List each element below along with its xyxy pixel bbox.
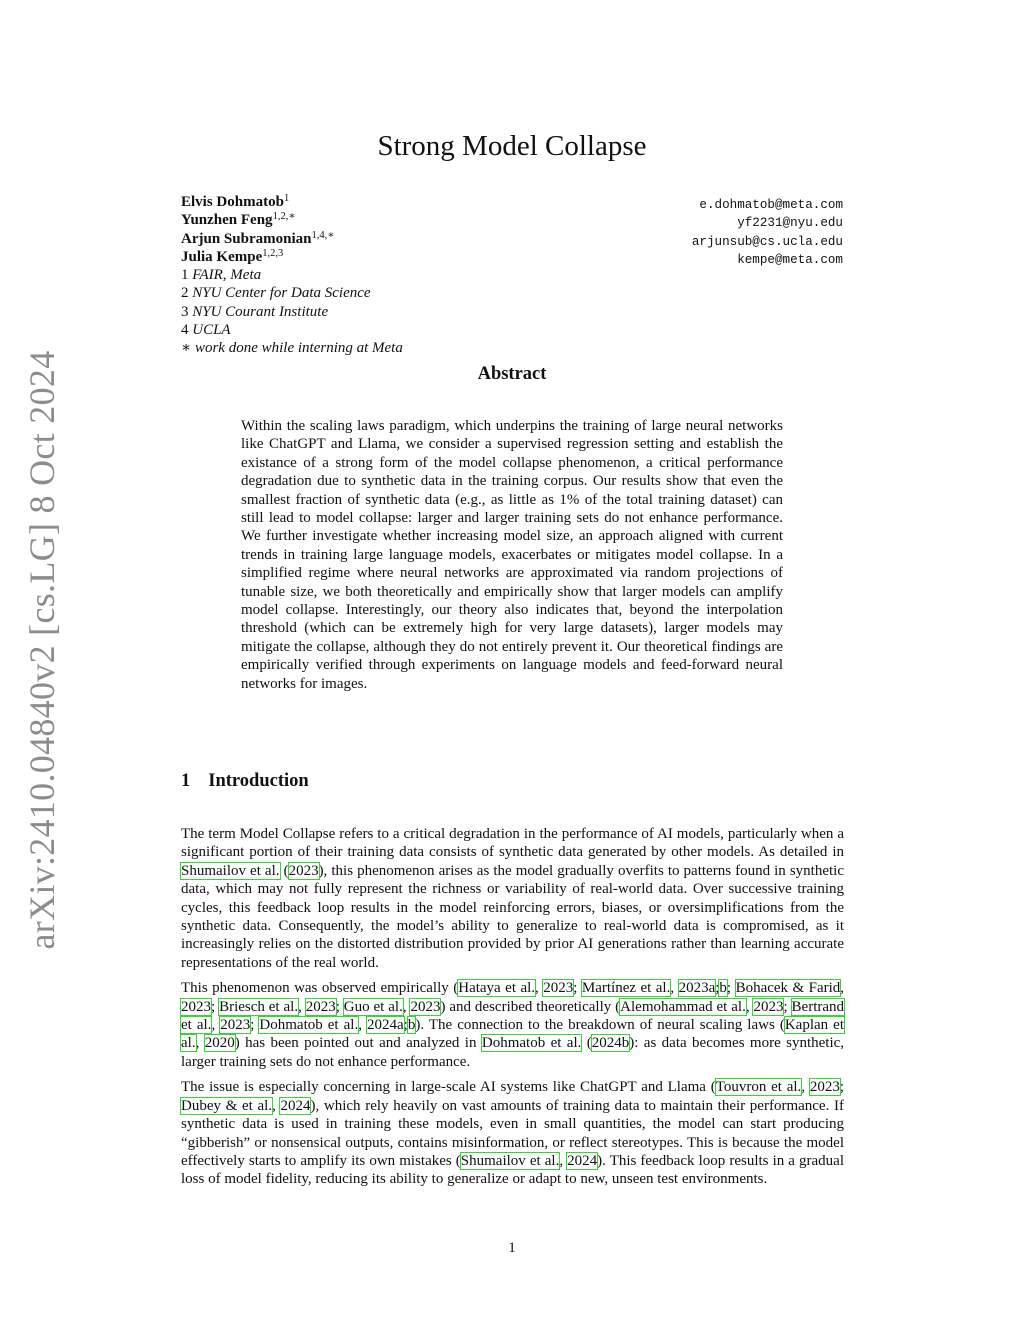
citation-link[interactable]: Dohmatob et al. [259, 1017, 359, 1034]
citation-link[interactable]: Dohmatob et al. [481, 1035, 582, 1052]
author-name: Julia Kempe$^{1,2,3}$ [181, 247, 284, 265]
citation-link[interactable]: 2020 [204, 1035, 235, 1052]
citation-link[interactable]: Shumailov et al. [181, 862, 280, 879]
citation-link[interactable]: b [407, 1017, 416, 1034]
citation-link[interactable]: Alemohammad et al. [620, 998, 746, 1015]
citation-link[interactable]: 2023 [410, 998, 441, 1015]
author-email: arjunsub@cs.ucla.edu [691, 234, 843, 249]
citation-link[interactable]: Martínez et al. [581, 980, 671, 997]
affiliation: 2 NYU Center for Data Science [181, 285, 371, 302]
author-email: yf2231@nyu.edu [737, 216, 843, 231]
citation-link[interactable]: 2023 [220, 1017, 251, 1034]
citation-link[interactable]: 2024b [591, 1035, 630, 1052]
citation-link[interactable]: 2024a [367, 1017, 404, 1034]
citation-link[interactable]: Kaplan et al. [181, 1017, 844, 1052]
page-number: 1 [508, 1240, 516, 1256]
citation-link[interactable]: Hataya et al. [458, 980, 536, 997]
author-email: kempe@meta.com [737, 252, 843, 267]
abstract-heading: Abstract [477, 364, 547, 384]
author-block [181, 193, 403, 358]
email-list [692, 196, 843, 269]
affiliation: 3 NYU Courant Institute [181, 303, 329, 320]
citation-link[interactable]: Guo et al. [343, 998, 403, 1015]
author-email: e.dohmatob@meta.com [699, 198, 843, 212]
citation-link[interactable]: Bertrand et al. [181, 998, 845, 1034]
citation-link[interactable]: b [719, 980, 727, 997]
citation-link[interactable]: 2023 [809, 1079, 840, 1096]
citation-link[interactable]: 2023a [678, 980, 716, 997]
citation-link[interactable]: 2023 [543, 980, 574, 997]
arxiv-identifier: arXiv:2410.04840v2 [cs.LG] 8 Oct 2024 [22, 350, 62, 950]
citation-link[interactable]: Bohacek & Farid [735, 980, 841, 997]
paper-title: Strong Model Collapse [377, 130, 647, 162]
citation-link[interactable]: Touvron et al. [715, 1079, 802, 1096]
citation-link[interactable]: 2024 [567, 1152, 598, 1169]
citation-link[interactable]: 2023 [181, 998, 211, 1015]
abstract-text: Within the scaling laws paradigm, which underpins the training of large neural networks like ChatGPT and Llama, we consider a supervised regression setting and establish the existance of a strong form of the model collapse phenomenon, a critical performance degradation due to synthetic data in the training corpus. Our results show that even the smallest fraction of synthetic data (e.g., as little as 1% of the total training dataset) can still lead to model collapse: larger and larger training sets do not enhance performance. We further investigate whether increasing model size, an approach aligned with current trends in training large language models, exacerbates or mitigates model collapse. In a simplified regime where neural networks are approximated via random projections of tunable size, we both theoretically and empirically show that larger models can amplify model collapse. Interestingly, our theory also indicates that, beyond the interpolation threshold (which can be extremely high for very large datasets), larger models may mitigate the collapse, although they do not entirely prevent it. Our theoretical findings are empirically verified through experiments on language models and feed-forward neural networks for images. [241, 418, 783, 692]
paragraph: The term Model Collapse refers to a critical degradation in the performance of AI models, particularly when a significant portion of their training data consists of synthetic data generated by other models. As detailed in Shumailov et al. (2023), this phenomenon arises as the model gradually overfits to patterns found in synthetic data, which may not fully represent the richness or variability of real-world data. Over successive training cycles, this feedback loop results in the model reinforcing errors, biases, or oversimplifications from the synthetic data. Consequently, the model’s ability to generalize to real-world data is compromised, as it increasingly relies on the distorted distribution provided by prior AI generations rather than learning accurate representations of the real world. [181, 826, 844, 971]
citation-link[interactable]: Dubey & et al. [181, 1097, 273, 1114]
citation-link[interactable]: 2023 [753, 998, 784, 1015]
citation-link[interactable]: 2023 [305, 998, 336, 1015]
introduction-body [181, 825, 844, 1196]
author-name: Yunzhen Feng$^{1,2,∗}$ [181, 211, 296, 229]
affiliation: 1 FAIR, Meta [181, 267, 262, 284]
author-name: Arjun Subramonian$^{1,4,∗}$ [181, 229, 335, 247]
citation-link[interactable]: Shumailov et al. [460, 1152, 560, 1169]
affiliation: ∗ work done while interning at Meta [181, 340, 403, 357]
affiliation: 4 UCLA [181, 322, 231, 339]
author-name: Elvis Dohmatob$^1$ [181, 193, 290, 210]
section-heading: 1 Introduction [181, 771, 309, 791]
paragraph: The issue is especially concerning in large-scale AI systems like ChatGPT and Llama (Touvron et al., 2023; Dubey & et al., 2024), which rely heavily on vast amounts of training data to maintain their performance. If synthetic data is used in training these models, even in small quantities, the model can start producing “gibberish” or nonsensical outputs, contains misinformation, or reflect stereotypes. This is because the model effectively starts to amplify its own mistakes (Shumailov et al., 2024). This feedback loop results in a gradual loss of model fidelity, reducing its ability to generalize or adapt to new, unseen test environments. [181, 1079, 845, 1188]
paragraph: This phenomenon was observed empirically (Hataya et al., 2023; Martínez et al., 2023a;b; Bohacek & Farid, 2023; Briesch et al., 2023; Guo et al., 2023) and described theoretically (Alemohammad et al., 2023; Bertrand et al., 2023; Dohmatob et al., 2024a;b). The connection to the breakdown of neural scaling laws (Kaplan et al., 2020) has been pointed out and analyzed in Dohmatob et al. (2024b): as data becomes more synthetic, larger training sets do not enhance performance. [181, 980, 845, 1070]
citation-link[interactable]: 2023 [288, 862, 319, 879]
citation-link[interactable]: 2024 [280, 1097, 311, 1114]
citation-link[interactable]: Briesch et al. [219, 998, 299, 1015]
